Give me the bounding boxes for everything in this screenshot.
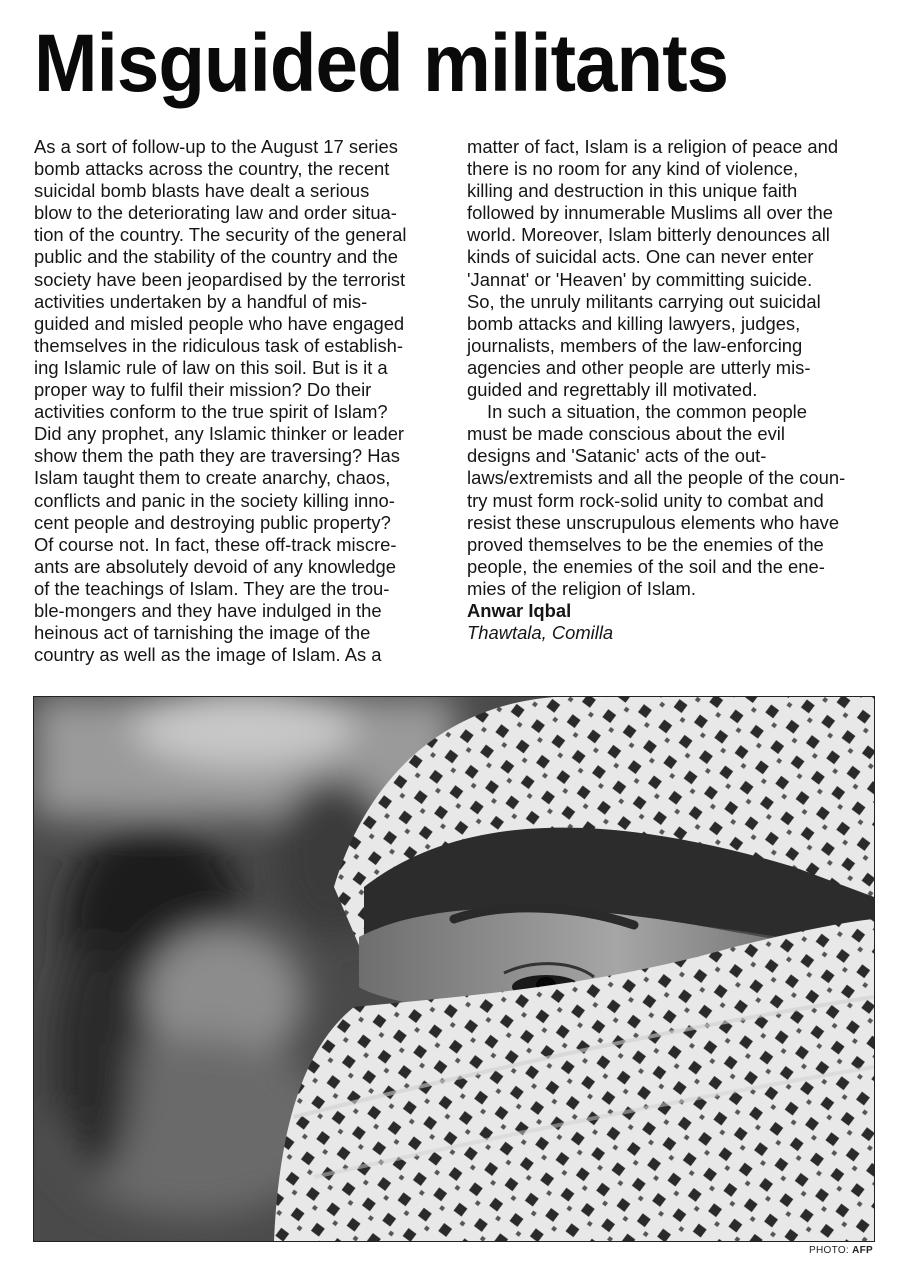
text-line: So, the unruly militants carrying out suicidal bbox=[467, 290, 821, 312]
masked-militant-photo bbox=[34, 697, 874, 1241]
text-line: country as well as the image of Islam. As a bbox=[34, 644, 382, 666]
text-line: In such a situation, the common people bbox=[487, 401, 807, 423]
text-line: activities undertaken by a handful of mis- bbox=[34, 290, 368, 312]
text-line: heinous act of tarnishing the image of the bbox=[34, 622, 371, 644]
text-line: cent people and destroying public property? bbox=[34, 511, 391, 533]
text-line: matter of fact, Islam is a religion of peace and bbox=[467, 136, 839, 157]
text-line: kinds of suicidal acts. One can never enter bbox=[467, 246, 814, 268]
text-line: Islam taught them to create anarchy, chaos, bbox=[34, 467, 391, 489]
text-line: show them the path they are traversing? Has bbox=[34, 445, 400, 467]
text-line: Of course not. In fact, these off-track miscre- bbox=[34, 533, 397, 555]
text-line: suicidal bomb blasts have dealt a serious bbox=[34, 180, 370, 202]
text-line: activities conform to the true spirit of Islam? bbox=[34, 401, 388, 423]
text-line: mies of the religion of Islam. bbox=[467, 577, 696, 599]
photo-credit-source: AFP bbox=[852, 1245, 873, 1256]
text-line: world. Moreover, Islam bitterly denounces all bbox=[467, 224, 830, 246]
text-line: designs and 'Satanic' acts of the out- bbox=[467, 445, 767, 467]
text-line: ants are absolutely devoid of any knowledge bbox=[34, 555, 396, 577]
news-photo bbox=[33, 696, 875, 1242]
text-line: conflicts and panic in the society killing inno- bbox=[34, 489, 395, 511]
text-line: proved themselves to be the enemies of the bbox=[467, 533, 824, 555]
text-line: bomb attacks across the country, the recent bbox=[34, 158, 390, 180]
text-line: ing Islamic rule of law on this soil. But is it a bbox=[34, 356, 388, 378]
text-line: blow to the deteriorating law and order situa- bbox=[34, 202, 397, 224]
text-line: guided and regrettably ill motivated. bbox=[467, 379, 758, 401]
text-line: killing and destruction in this unique faith bbox=[467, 180, 798, 202]
text-line: must be made conscious about the evil bbox=[467, 423, 785, 445]
text-line: proper way to fulfil their mission? Do their bbox=[34, 379, 372, 401]
text-line: resist these unscrupulous elements who have bbox=[467, 511, 840, 533]
text-line: 'Jannat' or 'Heaven' by committing suicide. bbox=[467, 268, 813, 290]
text-line: ble-mongers and they have indulged in the bbox=[34, 599, 382, 621]
text-line: there is no room for any kind of violence, bbox=[467, 158, 799, 180]
text-line: try must form rock-solid unity to combat and bbox=[467, 489, 824, 511]
paragraph-1-continued bbox=[467, 136, 879, 401]
text-line: guided and misled people who have engaged bbox=[34, 312, 405, 334]
text-line: followed by innumerable Muslims all over the bbox=[467, 202, 833, 224]
text-line: journalists, members of the law-enforcing bbox=[467, 334, 803, 356]
photo-credit-label: PHOTO: bbox=[809, 1245, 849, 1256]
text-line: tion of the country. The security of the general bbox=[34, 224, 407, 246]
text-line: people, the enemies of the soil and the ene- bbox=[467, 555, 825, 577]
text-line: laws/extremists and all the people of the coun- bbox=[467, 467, 846, 489]
text-line: public and the stability of the country and the bbox=[34, 246, 398, 268]
author-name: Anwar Iqbal bbox=[467, 599, 572, 621]
text-line: themselves in the ridiculous task of establish- bbox=[34, 334, 404, 356]
paragraph-2 bbox=[467, 401, 879, 600]
text-line: As a sort of follow-up to the August 17 series bbox=[34, 136, 398, 157]
photo-credit bbox=[809, 1245, 873, 1256]
headline: Misguided militants bbox=[34, 18, 729, 109]
letter-left-column bbox=[34, 136, 439, 666]
text-line: bomb attacks and killing lawyers, judges, bbox=[467, 312, 801, 334]
text-line: of the teachings of Islam. They are the trou- bbox=[34, 577, 390, 599]
text-line: society have been jeopardised by the terrorist bbox=[34, 268, 406, 290]
text-line: Did any prophet, any Islamic thinker or leader bbox=[34, 423, 405, 445]
author-location: Thawtala, Comilla bbox=[467, 622, 614, 644]
text-line: agencies and other people are utterly mis- bbox=[467, 356, 811, 378]
letter-right-column bbox=[467, 136, 879, 644]
